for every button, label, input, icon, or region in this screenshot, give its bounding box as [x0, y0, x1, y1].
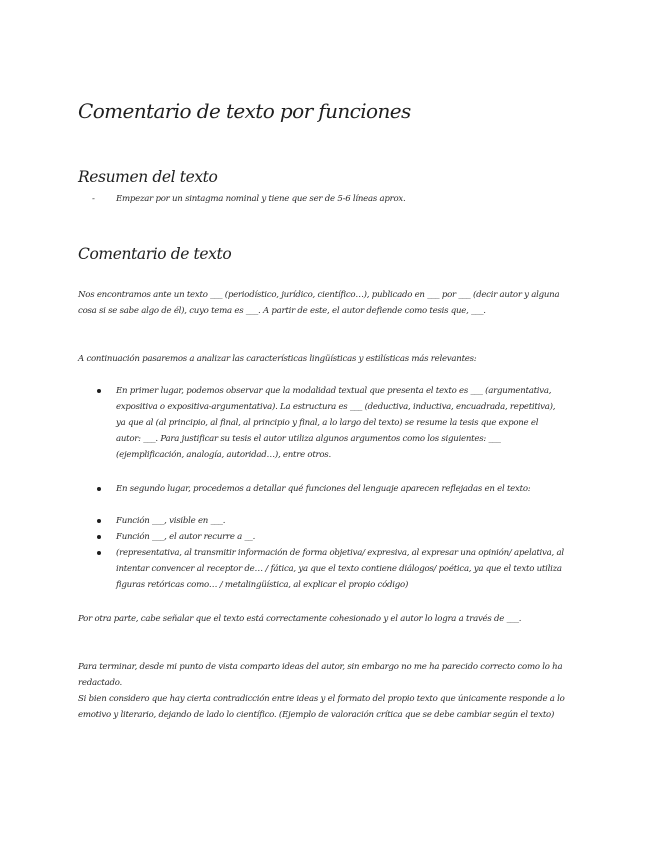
section-heading-resumen: Resumen del texto: [78, 168, 218, 186]
bullet-text: (representativa, al transmitir información de forma objetiva/ expresiva, al expresar una opinión/ apelativa, al intentar convencer al receptor de… / fática, ya que el texto contiene diálogos/ poética, ya que el texto utiliza figuras retóricas como… / metalingüística, al explicar el propio código): [116, 548, 564, 590]
bullet-item: [100, 529, 564, 545]
bullet-item: [100, 513, 564, 529]
paragraph-critical-assessment: Si bien considero que hay cierta contradicción entre ideas y el formato del propio texto que únicamente responde a lo emotivo y literario, dejando de lado lo científico. (Ejemplo de valoración crítica que se debe cambiar según el texto): [78, 694, 565, 720]
bullet-text: En primer lugar, podemos observar que la modalidad textual que presenta el texto es ___ (argumentativa, expositiva o expositiva-argumentativa). La estructura es ___ (deductiva, inductiva, encuadrada, repetitiva), ya que al (al principio, al final, al principio y final, a lo largo del texto) se resume la tesis que expone el autor: ___. Para justificar su tesis el autor utiliza algunos argumentos como los siguientes: ___ (ejemplificación, analogía, autoridad…), entre otros.: [116, 386, 556, 460]
paragraph-intro: Nos encontramos ante un texto ___ (periodístico, jurídico, científico…), publicado en ___ por ___ (decir autor y alguna cosa si se sabe algo de él), cuyo tema es ___. A partir de este, el autor defiende como tesis que, ___.: [78, 290, 560, 316]
section-heading-comentario: Comentario de texto: [78, 245, 232, 263]
bullet-dot-icon: [97, 535, 101, 539]
document-title: Comentario de texto por funciones: [78, 99, 411, 123]
dash-item-text: Empezar por un sintagma nominal y tiene que ser de 5-6 líneas aprox.: [116, 194, 406, 204]
bullet-text: En segundo lugar, procedemos a detallar qué funciones del lenguaje aparecen reflejadas en el texto:: [116, 484, 531, 494]
bullet-text: Función ___, visible en ___.: [116, 516, 226, 526]
dash-marker: -: [92, 194, 95, 204]
bullet-dot-icon: [97, 519, 101, 523]
paragraph-cohesion: Por otra parte, cabe señalar que el texto está correctamente cohesionado y el autor lo logra a través de ___.: [78, 614, 522, 624]
bullet-dot-icon: [97, 389, 101, 393]
paragraph-analysis-intro: A continuación pasaremos a analizar las características lingüísticas y estilísticas más relevantes:: [78, 354, 477, 364]
paragraph-conclusion: Para terminar, desde mi punto de vista comparto ideas del autor, sin embargo no me ha parecido correcto como lo ha redactado.: [78, 662, 563, 688]
bullet-item: [100, 545, 564, 593]
bullet-item: [100, 481, 564, 497]
bullet-item: [100, 383, 564, 463]
bullet-text: Función ___, el autor recurre a __.: [116, 532, 256, 542]
bullet-dot-icon: [97, 551, 101, 555]
bullet-dot-icon: [97, 487, 101, 491]
